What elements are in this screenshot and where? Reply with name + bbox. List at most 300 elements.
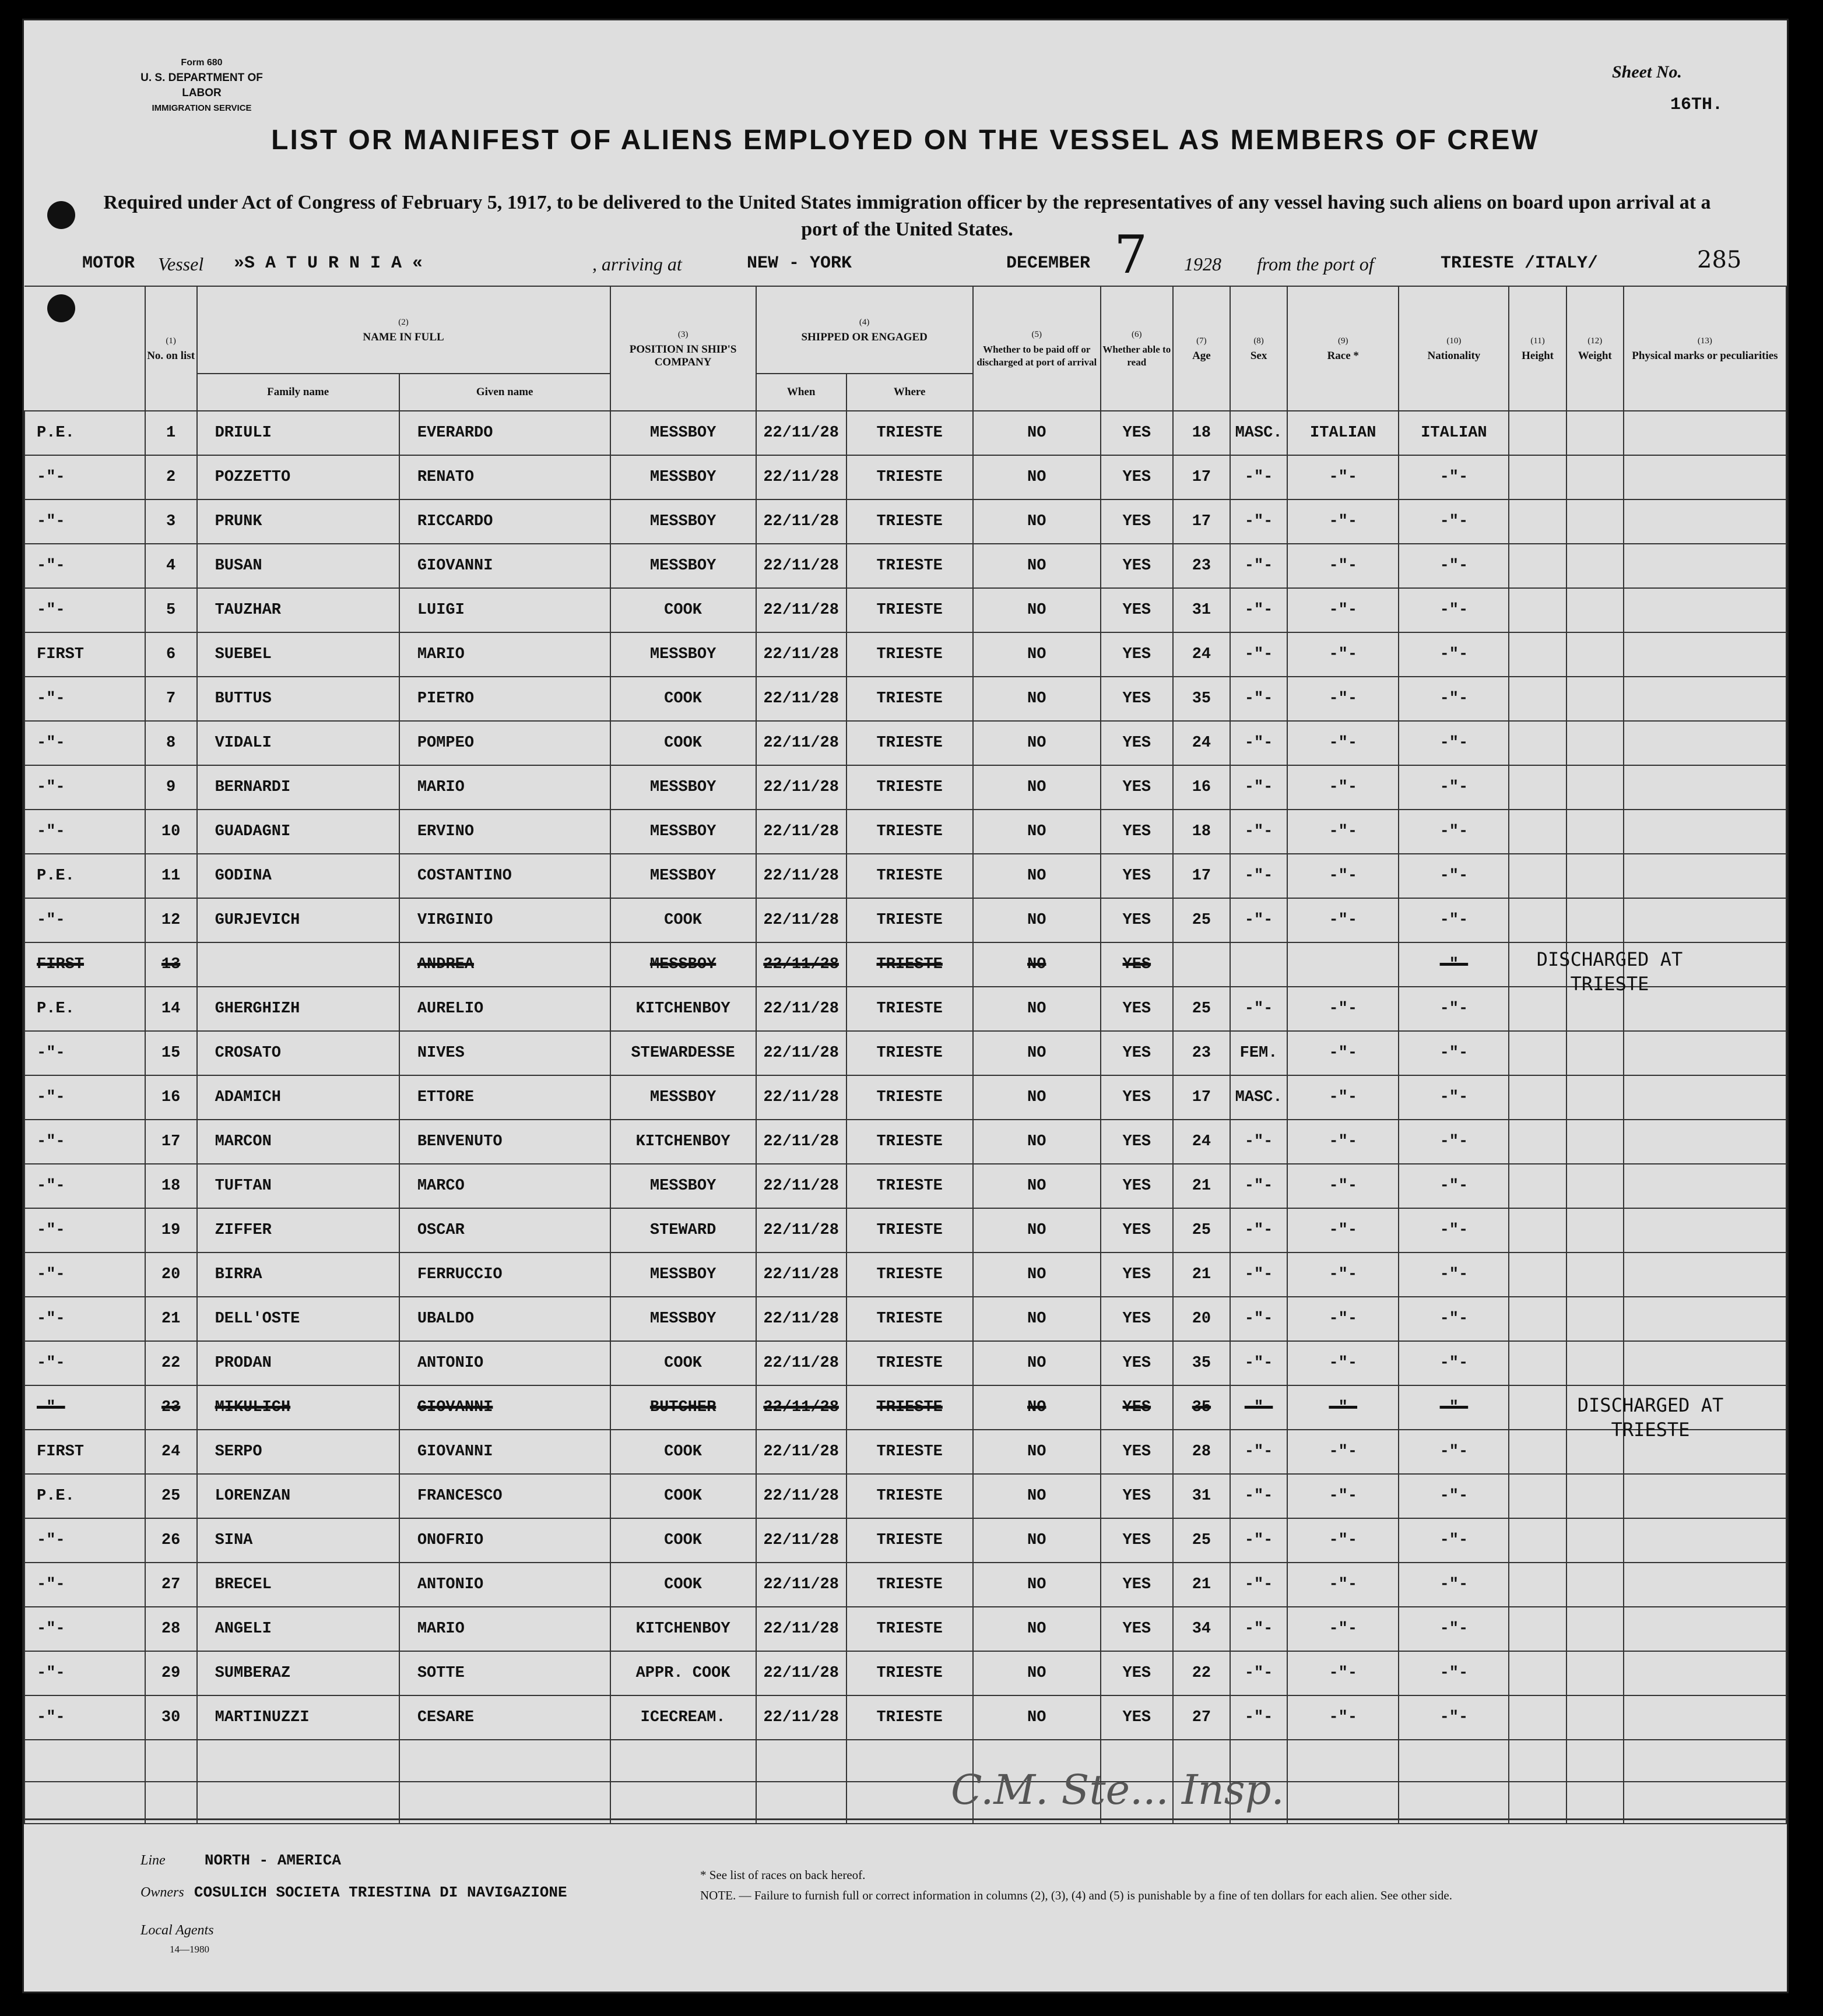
family-name-cell: POZZETTO bbox=[197, 455, 399, 499]
shipped-when-cell: 22/11/28 bbox=[756, 677, 846, 721]
arrival-month: DECEMBER bbox=[1006, 254, 1091, 273]
race-cell: -"- bbox=[1287, 455, 1399, 499]
height-cell bbox=[1509, 810, 1566, 854]
col-family-name-header: Family name bbox=[197, 374, 399, 411]
sex-cell: -"- bbox=[1230, 1651, 1287, 1695]
nationality-cell: -"- bbox=[1399, 1164, 1509, 1208]
col-race-header: (9) Race * bbox=[1287, 286, 1399, 411]
paid-off-cell: NO bbox=[973, 411, 1101, 455]
physical-marks-cell bbox=[1624, 1341, 1786, 1385]
blank-cell bbox=[1566, 1740, 1624, 1782]
shipped-where-cell: TRIESTE bbox=[846, 721, 973, 765]
race-cell: -"- bbox=[1287, 1120, 1399, 1164]
margin-mark-cell: -"- bbox=[24, 1518, 145, 1563]
paid-off-cell: NO bbox=[973, 1563, 1101, 1607]
age-cell: 17 bbox=[1173, 455, 1230, 499]
list-number-cell: 16 bbox=[145, 1075, 197, 1120]
list-number-cell: 23 bbox=[145, 1385, 197, 1430]
height-cell bbox=[1509, 1518, 1566, 1563]
list-number-cell: 9 bbox=[145, 765, 197, 810]
height-cell bbox=[1509, 721, 1566, 765]
shipped-where-cell: TRIESTE bbox=[846, 632, 973, 677]
nationality-cell: -"- bbox=[1399, 1341, 1509, 1385]
blank-cell bbox=[145, 1740, 197, 1782]
nationality-cell: -"- bbox=[1399, 1651, 1509, 1695]
owners-value: COSULICH SOCIETA TRIESTINA DI NAVIGAZIONE bbox=[194, 1884, 567, 1901]
height-cell bbox=[1509, 1695, 1566, 1740]
vessel-line bbox=[59, 224, 1750, 286]
age-cell: 25 bbox=[1173, 1518, 1230, 1563]
table-row bbox=[24, 898, 1786, 942]
blank-cell bbox=[1566, 1782, 1624, 1824]
margin-mark-cell: -"- bbox=[24, 810, 145, 854]
age-cell: 24 bbox=[1173, 1120, 1230, 1164]
age-cell: 35 bbox=[1173, 1341, 1230, 1385]
blank-row bbox=[24, 1740, 1786, 1782]
family-name-cell: LORENZAN bbox=[197, 1474, 399, 1518]
physical-marks-cell bbox=[1624, 1474, 1786, 1518]
list-number-cell: 14 bbox=[145, 987, 197, 1031]
able-to-read-cell: YES bbox=[1101, 1518, 1173, 1563]
table-row bbox=[24, 1031, 1786, 1075]
shipped-when-cell: 22/11/28 bbox=[756, 1518, 846, 1563]
position-cell: BUTCHER bbox=[610, 1385, 756, 1430]
from-port: TRIESTE /ITALY/ bbox=[1441, 254, 1599, 273]
family-name-cell: VIDALI bbox=[197, 721, 399, 765]
list-number-cell: 2 bbox=[145, 455, 197, 499]
nationality-cell: -"- bbox=[1399, 810, 1509, 854]
shipped-when-cell: 22/11/28 bbox=[756, 1474, 846, 1518]
blank-cell bbox=[610, 1740, 756, 1782]
margin-mark-cell: P.E. bbox=[24, 854, 145, 898]
given-name-cell: BENVENUTO bbox=[399, 1120, 610, 1164]
col-read-header: (6) Whether able to read bbox=[1101, 286, 1173, 411]
from-port-label: from the port of bbox=[1257, 254, 1374, 275]
list-number-cell: 6 bbox=[145, 632, 197, 677]
age-cell: 24 bbox=[1173, 632, 1230, 677]
family-name-cell: GODINA bbox=[197, 854, 399, 898]
weight-cell bbox=[1566, 1607, 1624, 1651]
table-row bbox=[24, 1518, 1786, 1563]
given-name-cell: ANTONIO bbox=[399, 1341, 610, 1385]
height-cell bbox=[1509, 898, 1566, 942]
given-name-cell: ONOFRIO bbox=[399, 1518, 610, 1563]
age-cell: 16 bbox=[1173, 765, 1230, 810]
race-cell: -"- bbox=[1287, 1252, 1399, 1297]
able-to-read-cell: YES bbox=[1101, 1252, 1173, 1297]
shipped-when-cell: 22/11/28 bbox=[756, 1164, 846, 1208]
margin-mark-cell: -"- bbox=[24, 1120, 145, 1164]
position-cell: COOK bbox=[610, 1341, 756, 1385]
physical-marks-cell bbox=[1624, 544, 1786, 588]
shipped-when-cell: 22/11/28 bbox=[756, 765, 846, 810]
race-cell: -"- bbox=[1287, 854, 1399, 898]
position-cell: APPR. COOK bbox=[610, 1651, 756, 1695]
table-body bbox=[24, 411, 1786, 1824]
family-name-cell: MIKULICH bbox=[197, 1385, 399, 1430]
arrival-day: 7 bbox=[1114, 224, 1148, 286]
sex-cell: -"- bbox=[1230, 1208, 1287, 1252]
able-to-read-cell: YES bbox=[1101, 411, 1173, 455]
weight-cell bbox=[1566, 1518, 1624, 1563]
margin-mark-cell: -"- bbox=[24, 499, 145, 544]
given-name-cell: ETTORE bbox=[399, 1075, 610, 1120]
nationality-cell: -"- bbox=[1399, 1563, 1509, 1607]
age-cell: 17 bbox=[1173, 854, 1230, 898]
position-cell: COOK bbox=[610, 588, 756, 632]
family-name-cell: DRIULI bbox=[197, 411, 399, 455]
footer-line bbox=[140, 1850, 341, 1869]
table-row bbox=[24, 810, 1786, 854]
position-cell: KITCHENBOY bbox=[610, 1607, 756, 1651]
nationality-cell: -"- bbox=[1399, 1252, 1509, 1297]
height-cell bbox=[1509, 1252, 1566, 1297]
height-cell bbox=[1509, 1297, 1566, 1341]
margin-header bbox=[24, 286, 145, 411]
blank-cell bbox=[1287, 1740, 1399, 1782]
col-marks-header: (13) Physical marks or peculiarities bbox=[1624, 286, 1786, 411]
nationality-cell: -"- bbox=[1399, 1031, 1509, 1075]
list-number-cell: 27 bbox=[145, 1563, 197, 1607]
margin-mark-cell: -"- bbox=[24, 1607, 145, 1651]
margin-mark-cell: -"- bbox=[24, 544, 145, 588]
margin-mark-cell: -"- bbox=[24, 677, 145, 721]
arrival-port: NEW - YORK bbox=[747, 254, 852, 273]
nationality-cell: -"- bbox=[1399, 544, 1509, 588]
blank-cell bbox=[1509, 1740, 1566, 1782]
sex-cell: -"- bbox=[1230, 854, 1287, 898]
shipped-where-cell: TRIESTE bbox=[846, 588, 973, 632]
shipped-where-cell: TRIESTE bbox=[846, 544, 973, 588]
age-cell: 22 bbox=[1173, 1651, 1230, 1695]
shipped-when-cell: 22/11/28 bbox=[756, 1651, 846, 1695]
position-cell: MESSBOY bbox=[610, 499, 756, 544]
shipped-when-cell: 22/11/28 bbox=[756, 1120, 846, 1164]
list-number-cell: 28 bbox=[145, 1607, 197, 1651]
sex-cell: -"- bbox=[1230, 544, 1287, 588]
shipped-where-cell: TRIESTE bbox=[846, 455, 973, 499]
position-cell: COOK bbox=[610, 898, 756, 942]
margin-mark-cell: -"- bbox=[24, 898, 145, 942]
age-cell: 24 bbox=[1173, 721, 1230, 765]
shipped-where-cell: TRIESTE bbox=[846, 1164, 973, 1208]
list-number-cell: 8 bbox=[145, 721, 197, 765]
list-number-cell: 11 bbox=[145, 854, 197, 898]
position-cell: MESSBOY bbox=[610, 854, 756, 898]
given-name-cell: FRANCESCO bbox=[399, 1474, 610, 1518]
shipped-when-cell: 22/11/28 bbox=[756, 1563, 846, 1607]
height-cell bbox=[1509, 544, 1566, 588]
position-cell: COOK bbox=[610, 1430, 756, 1474]
given-name-cell: RENATO bbox=[399, 455, 610, 499]
position-cell: MESSBOY bbox=[610, 810, 756, 854]
paid-off-cell: NO bbox=[973, 721, 1101, 765]
family-name-cell: SERPO bbox=[197, 1430, 399, 1474]
vessel-type: MOTOR bbox=[82, 254, 135, 273]
nationality-cell: -"- bbox=[1399, 1208, 1509, 1252]
race-cell: -"- bbox=[1287, 1164, 1399, 1208]
able-to-read-cell: YES bbox=[1101, 1607, 1173, 1651]
margin-mark-cell: -"- bbox=[24, 1075, 145, 1120]
shipped-when-cell: 22/11/28 bbox=[756, 632, 846, 677]
shipped-where-cell: TRIESTE bbox=[846, 1208, 973, 1252]
paid-off-cell: NO bbox=[973, 1252, 1101, 1297]
margin-mark-cell: P.E. bbox=[24, 1474, 145, 1518]
shipped-where-cell: TRIESTE bbox=[846, 1252, 973, 1297]
discharged-stamp-line: DISCHARGED AT bbox=[1577, 1394, 1724, 1416]
nationality-cell: -"- bbox=[1399, 1385, 1509, 1430]
race-cell: -"- bbox=[1287, 1695, 1399, 1740]
shipped-when-cell: 22/11/28 bbox=[756, 721, 846, 765]
paid-off-cell: NO bbox=[973, 942, 1101, 987]
table-row bbox=[24, 499, 1786, 544]
weight-cell bbox=[1566, 1297, 1624, 1341]
form-header bbox=[120, 55, 283, 116]
margin-mark-cell: -"- bbox=[24, 1651, 145, 1695]
shipped-where-cell: TRIESTE bbox=[846, 1341, 973, 1385]
able-to-read-cell: YES bbox=[1101, 499, 1173, 544]
nationality-cell: -"- bbox=[1399, 942, 1509, 987]
family-name-cell: SUMBERAZ bbox=[197, 1651, 399, 1695]
family-name-cell: CROSATO bbox=[197, 1031, 399, 1075]
race-cell: -"- bbox=[1287, 721, 1399, 765]
sex-cell: -"- bbox=[1230, 632, 1287, 677]
nationality-cell: -"- bbox=[1399, 677, 1509, 721]
paid-off-cell: NO bbox=[973, 1607, 1101, 1651]
age-cell: 23 bbox=[1173, 1031, 1230, 1075]
sex-cell: MASC. bbox=[1230, 1075, 1287, 1120]
given-name-cell: OSCAR bbox=[399, 1208, 610, 1252]
able-to-read-cell: YES bbox=[1101, 942, 1173, 987]
age-cell: 35 bbox=[1173, 677, 1230, 721]
height-cell bbox=[1509, 1031, 1566, 1075]
paid-off-cell: NO bbox=[973, 1651, 1101, 1695]
paid-off-cell: NO bbox=[973, 677, 1101, 721]
nationality-cell: -"- bbox=[1399, 499, 1509, 544]
able-to-read-cell: YES bbox=[1101, 1695, 1173, 1740]
discharged-stamp-line: TRIESTE bbox=[1611, 1419, 1690, 1441]
height-cell bbox=[1509, 1164, 1566, 1208]
given-name-cell: UBALDO bbox=[399, 1297, 610, 1341]
list-number-cell: 1 bbox=[145, 411, 197, 455]
list-number-cell: 30 bbox=[145, 1695, 197, 1740]
family-name-cell: GURJEVICH bbox=[197, 898, 399, 942]
table-row bbox=[24, 1164, 1786, 1208]
footer-owners bbox=[140, 1883, 567, 1901]
given-name-cell: SOTTE bbox=[399, 1651, 610, 1695]
sex-cell: FEM. bbox=[1230, 1031, 1287, 1075]
physical-marks-cell bbox=[1624, 1252, 1786, 1297]
blank-cell bbox=[1509, 1782, 1566, 1824]
margin-mark-cell: FIRST bbox=[24, 1430, 145, 1474]
shipped-where-cell: TRIESTE bbox=[846, 942, 973, 987]
height-cell bbox=[1509, 1208, 1566, 1252]
sex-cell: -"- bbox=[1230, 1252, 1287, 1297]
physical-marks-cell bbox=[1624, 765, 1786, 810]
margin-mark-cell: P.E. bbox=[24, 987, 145, 1031]
sex-cell: -"- bbox=[1230, 898, 1287, 942]
shipped-where-cell: TRIESTE bbox=[846, 1430, 973, 1474]
sex-cell: -"- bbox=[1230, 677, 1287, 721]
nationality-cell: -"- bbox=[1399, 721, 1509, 765]
position-cell: MESSBOY bbox=[610, 411, 756, 455]
paid-off-cell: NO bbox=[973, 1518, 1101, 1563]
list-number-cell: 15 bbox=[145, 1031, 197, 1075]
blank-row bbox=[24, 1782, 1786, 1824]
shipped-when-cell: 22/11/28 bbox=[756, 1075, 846, 1120]
blank-cell bbox=[1624, 1740, 1786, 1782]
discharged-stamp-line: TRIESTE bbox=[1570, 973, 1649, 995]
paid-off-cell: NO bbox=[973, 987, 1101, 1031]
line-value: NORTH - AMERICA bbox=[204, 1852, 341, 1869]
table-row bbox=[24, 1341, 1786, 1385]
blank-cell bbox=[145, 1782, 197, 1824]
col-shipped-header: (4) SHIPPED OR ENGAGED bbox=[756, 286, 973, 374]
col-position-header: (3) POSITION IN SHIP'S COMPANY bbox=[610, 286, 756, 411]
family-name-cell bbox=[197, 942, 399, 987]
height-cell bbox=[1509, 677, 1566, 721]
family-name-cell: DELL'OSTE bbox=[197, 1297, 399, 1341]
shipped-where-cell: TRIESTE bbox=[846, 1563, 973, 1607]
table-row bbox=[24, 1695, 1786, 1740]
paid-off-cell: NO bbox=[973, 499, 1101, 544]
nationality-cell: -"- bbox=[1399, 987, 1509, 1031]
height-cell bbox=[1509, 588, 1566, 632]
family-name-cell: TUFTAN bbox=[197, 1164, 399, 1208]
age-cell: 31 bbox=[1173, 1474, 1230, 1518]
weight-cell bbox=[1566, 1341, 1624, 1385]
race-cell: -"- bbox=[1287, 810, 1399, 854]
able-to-read-cell: YES bbox=[1101, 1208, 1173, 1252]
sex-cell: -"- bbox=[1230, 721, 1287, 765]
given-name-cell: FERRUCCIO bbox=[399, 1252, 610, 1297]
race-cell: -"- bbox=[1287, 1607, 1399, 1651]
table-row bbox=[24, 1563, 1786, 1607]
table-row bbox=[24, 632, 1786, 677]
table-row bbox=[24, 1651, 1786, 1695]
family-name-cell: GUADAGNI bbox=[197, 810, 399, 854]
list-number-cell: 20 bbox=[145, 1252, 197, 1297]
age-cell: 21 bbox=[1173, 1252, 1230, 1297]
margin-mark-cell: -"- bbox=[24, 1297, 145, 1341]
blank-cell bbox=[1399, 1740, 1509, 1782]
weight-cell bbox=[1566, 1474, 1624, 1518]
margin-mark-cell: -"- bbox=[24, 588, 145, 632]
height-cell bbox=[1509, 854, 1566, 898]
note-text: — Failure to furnish full or correct information in columns (2), (3), (4) and (5) is punishable by a fine of ten dollars for each alien. See other side. bbox=[739, 1888, 1452, 1902]
physical-marks-cell bbox=[1624, 1031, 1786, 1075]
discharged-stamp-line: DISCHARGED AT bbox=[1536, 948, 1683, 970]
race-cell: -"- bbox=[1287, 1341, 1399, 1385]
able-to-read-cell: YES bbox=[1101, 765, 1173, 810]
physical-marks-cell bbox=[1624, 588, 1786, 632]
weight-cell bbox=[1566, 588, 1624, 632]
margin-mark-cell: -"- bbox=[24, 1341, 145, 1385]
paid-off-cell: NO bbox=[973, 1430, 1101, 1474]
weight-cell bbox=[1566, 632, 1624, 677]
able-to-read-cell: YES bbox=[1101, 1563, 1173, 1607]
paid-off-cell: NO bbox=[973, 898, 1101, 942]
sex-cell: -"- bbox=[1230, 1341, 1287, 1385]
height-cell bbox=[1509, 1607, 1566, 1651]
height-cell bbox=[1509, 499, 1566, 544]
able-to-read-cell: YES bbox=[1101, 810, 1173, 854]
margin-mark-cell: -"- bbox=[24, 1208, 145, 1252]
physical-marks-cell bbox=[1624, 1208, 1786, 1252]
given-name-cell: MARIO bbox=[399, 1607, 610, 1651]
shipped-where-cell: TRIESTE bbox=[846, 499, 973, 544]
paid-off-cell: NO bbox=[973, 810, 1101, 854]
shipped-when-cell: 22/11/28 bbox=[756, 1208, 846, 1252]
shipped-when-cell: 22/11/28 bbox=[756, 1430, 846, 1474]
nationality-cell: ITALIAN bbox=[1399, 411, 1509, 455]
shipped-where-cell: TRIESTE bbox=[846, 1695, 973, 1740]
margin-mark-cell: P.E. bbox=[24, 411, 145, 455]
table-row bbox=[24, 1297, 1786, 1341]
position-cell: STEWARDESSE bbox=[610, 1031, 756, 1075]
list-number-cell: 22 bbox=[145, 1341, 197, 1385]
margin-mark-cell: -"- bbox=[24, 1385, 145, 1430]
family-name-cell: BIRRA bbox=[197, 1252, 399, 1297]
col-name-header: (2) NAME IN FULL bbox=[197, 286, 610, 374]
margin-mark-cell: -"- bbox=[24, 721, 145, 765]
paid-off-cell: NO bbox=[973, 1120, 1101, 1164]
family-name-cell: BUSAN bbox=[197, 544, 399, 588]
sex-cell: -"- bbox=[1230, 1164, 1287, 1208]
weight-cell bbox=[1566, 854, 1624, 898]
fine-note bbox=[700, 1888, 1452, 1903]
blank-cell bbox=[24, 1740, 145, 1782]
shipped-where-cell: TRIESTE bbox=[846, 1075, 973, 1120]
given-name-cell: GIOVANNI bbox=[399, 1385, 610, 1430]
able-to-read-cell: YES bbox=[1101, 1075, 1173, 1120]
height-cell bbox=[1509, 1075, 1566, 1120]
family-name-cell: TAUZHAR bbox=[197, 588, 399, 632]
physical-marks-cell bbox=[1624, 1651, 1786, 1695]
given-name-cell: COSTANTINO bbox=[399, 854, 610, 898]
manifest-sheet bbox=[22, 19, 1789, 1993]
race-cell: -"- bbox=[1287, 499, 1399, 544]
sex-cell: -"- bbox=[1230, 455, 1287, 499]
race-cell: -"- bbox=[1287, 1651, 1399, 1695]
physical-marks-cell bbox=[1624, 1695, 1786, 1740]
height-cell bbox=[1509, 455, 1566, 499]
blank-cell bbox=[197, 1782, 399, 1824]
nationality-cell: -"- bbox=[1399, 1474, 1509, 1518]
weight-cell bbox=[1566, 1208, 1624, 1252]
age-cell: 31 bbox=[1173, 588, 1230, 632]
paid-off-cell: NO bbox=[973, 544, 1101, 588]
race-cell: -"- bbox=[1287, 1563, 1399, 1607]
footer-divider bbox=[24, 1818, 1787, 1820]
weight-cell bbox=[1566, 499, 1624, 544]
age-cell: 35 bbox=[1173, 1385, 1230, 1430]
weight-cell bbox=[1566, 765, 1624, 810]
weight-cell bbox=[1566, 1075, 1624, 1120]
physical-marks-cell bbox=[1624, 1607, 1786, 1651]
position-cell: MESSBOY bbox=[610, 1075, 756, 1120]
table-row bbox=[24, 1075, 1786, 1120]
age-cell: 17 bbox=[1173, 499, 1230, 544]
age-cell: 25 bbox=[1173, 987, 1230, 1031]
list-number-cell: 13 bbox=[145, 942, 197, 987]
service: IMMIGRATION SERVICE bbox=[152, 103, 252, 113]
paid-off-cell: NO bbox=[973, 1474, 1101, 1518]
position-cell: COOK bbox=[610, 1563, 756, 1607]
table-row bbox=[24, 1120, 1786, 1164]
table-row bbox=[24, 455, 1786, 499]
age-cell: 21 bbox=[1173, 1164, 1230, 1208]
